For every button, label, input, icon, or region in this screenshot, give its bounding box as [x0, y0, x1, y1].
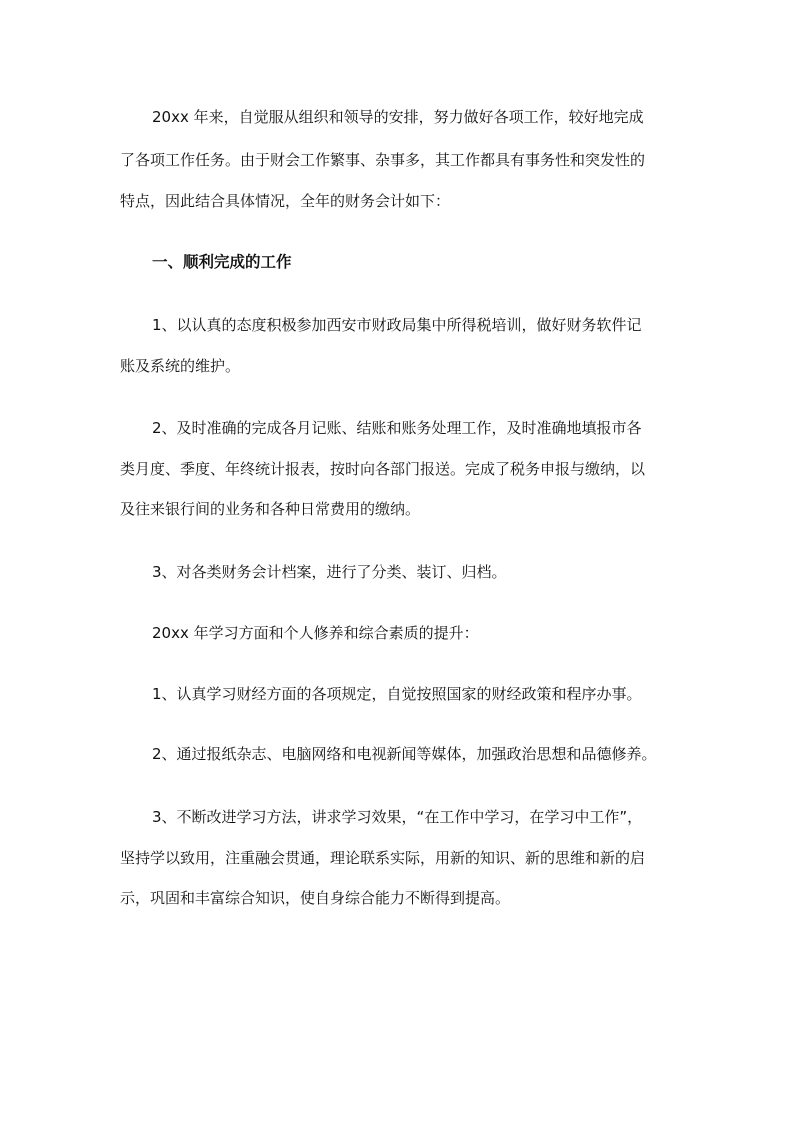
work-item-1-line-2: 账及系统的维护。 [120, 357, 241, 375]
section-heading: 一、顺利完成的工作 [152, 253, 292, 271]
study-item-3-line-2: 坚持学以致用，注重融会贯通，理论联系实际，用新的知识、新的思维和新的启 [120, 849, 646, 867]
intro-line-3: 特点，因此结合具体情况，全年的财务会计如下： [120, 192, 451, 210]
work-item-2-line-3: 及往来银行间的业务和各种日常费用的缴纳。 [120, 500, 421, 518]
work-item-3-line-1: 3、对各类财务会计档案，进行了分类、装订、归档。 [152, 563, 507, 581]
intro-line-2: 了各项工作任务。由于财会工作繁事、杂事多，其工作都具有事务性和突发性的 [120, 151, 646, 169]
work-item-2-line-2: 类月度、季度、年终统计报表，按时向各部门报送。完成了税务申报与缴纳，以 [120, 460, 646, 478]
study-item-1-line-1: 1、认真学习财经方面的各项规定，自觉按照国家的财经政策和程序办事。 [152, 685, 642, 703]
study-item-2-line-1: 2、通过报纸杂志、电脑网络和电视新闻等媒体，加强政治思想和品德修养。 [152, 745, 657, 763]
study-item-3-line-3: 示，巩固和丰富综合知识，使自身综合能力不断得到提高。 [120, 889, 511, 907]
intro-line-1: 20xx 年来，自觉服从组织和领导的安排，努力做好各项工作，较好地完成 [152, 108, 644, 126]
study-heading: 20xx 年学习方面和个人修养和综合素质的提升： [152, 624, 479, 642]
work-item-1-line-1: 1、以认真的态度积极参加西安市财政局集中所得税培训，做好财务软件记 [152, 316, 642, 334]
work-item-2-line-1: 2、及时准确的完成各月记账、结账和账务处理工作，及时准确地填报市各 [152, 419, 642, 437]
study-item-3-line-1: 3、不断改进学习方法，讲求学习效果，“在工作中学习，在学习中工作”， [152, 808, 643, 826]
